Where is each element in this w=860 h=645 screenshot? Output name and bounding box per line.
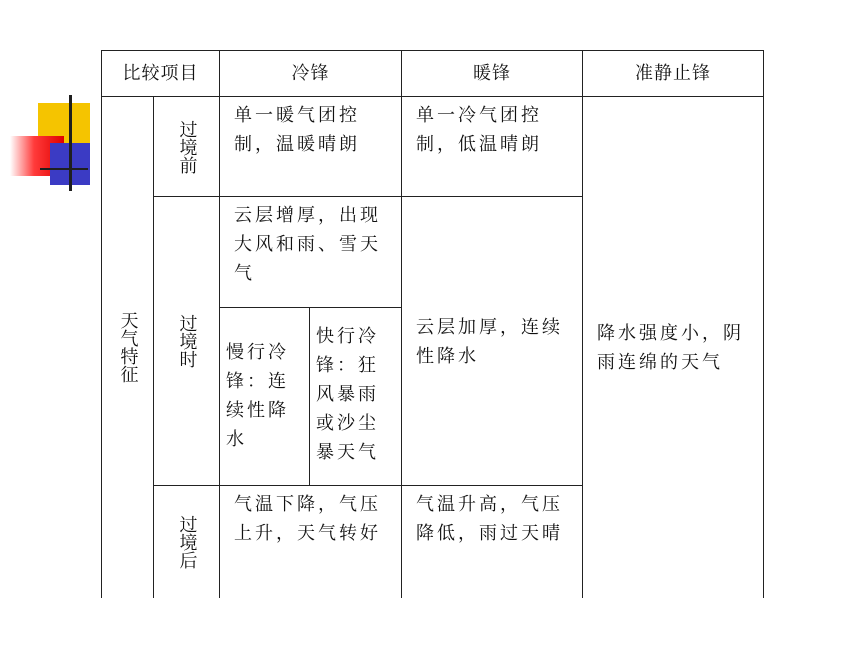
label-after: 过境后 <box>154 486 220 598</box>
cold-before-cell: 单一暖气团控制，温暖晴朗 <box>220 97 402 197</box>
warm-after-cell: 气温升高，气压降低，雨过天晴 <box>402 486 583 598</box>
cold-fast-cell: 快行冷锋：狂风暴雨或沙尘暴天气 <box>310 308 402 486</box>
decor-horizontal-line <box>40 168 88 170</box>
front-comparison-table <box>101 50 764 598</box>
group-label: 天气特征 <box>117 311 139 384</box>
warm-before-cell: 单一冷气团控制，低温晴朗 <box>402 97 583 197</box>
group-weather-features <box>102 97 154 598</box>
cold-slow-cell: 慢行冷锋：连续性降水 <box>220 308 310 486</box>
header-row <box>102 51 764 97</box>
warm-during-cell: 云层加厚，连续性降水 <box>402 197 583 486</box>
header-stationary-front: 准静止锋 <box>583 51 764 97</box>
label-during: 过境时 <box>154 197 220 486</box>
stationary-cell: 降水强度小，阴雨连绵的天气 <box>583 97 764 598</box>
cold-during-general-cell: 云层增厚，出现大风和雨、雪天气 <box>220 197 402 308</box>
decor-vertical-line <box>69 95 72 191</box>
label-before: 过境前 <box>154 97 220 197</box>
header-warm-front: 暖锋 <box>402 51 583 97</box>
row-before <box>102 97 764 197</box>
header-compare-item: 比较项目 <box>102 51 220 97</box>
header-cold-front: 冷锋 <box>220 51 402 97</box>
cold-after-cell: 气温下降，气压上升，天气转好 <box>220 486 402 598</box>
